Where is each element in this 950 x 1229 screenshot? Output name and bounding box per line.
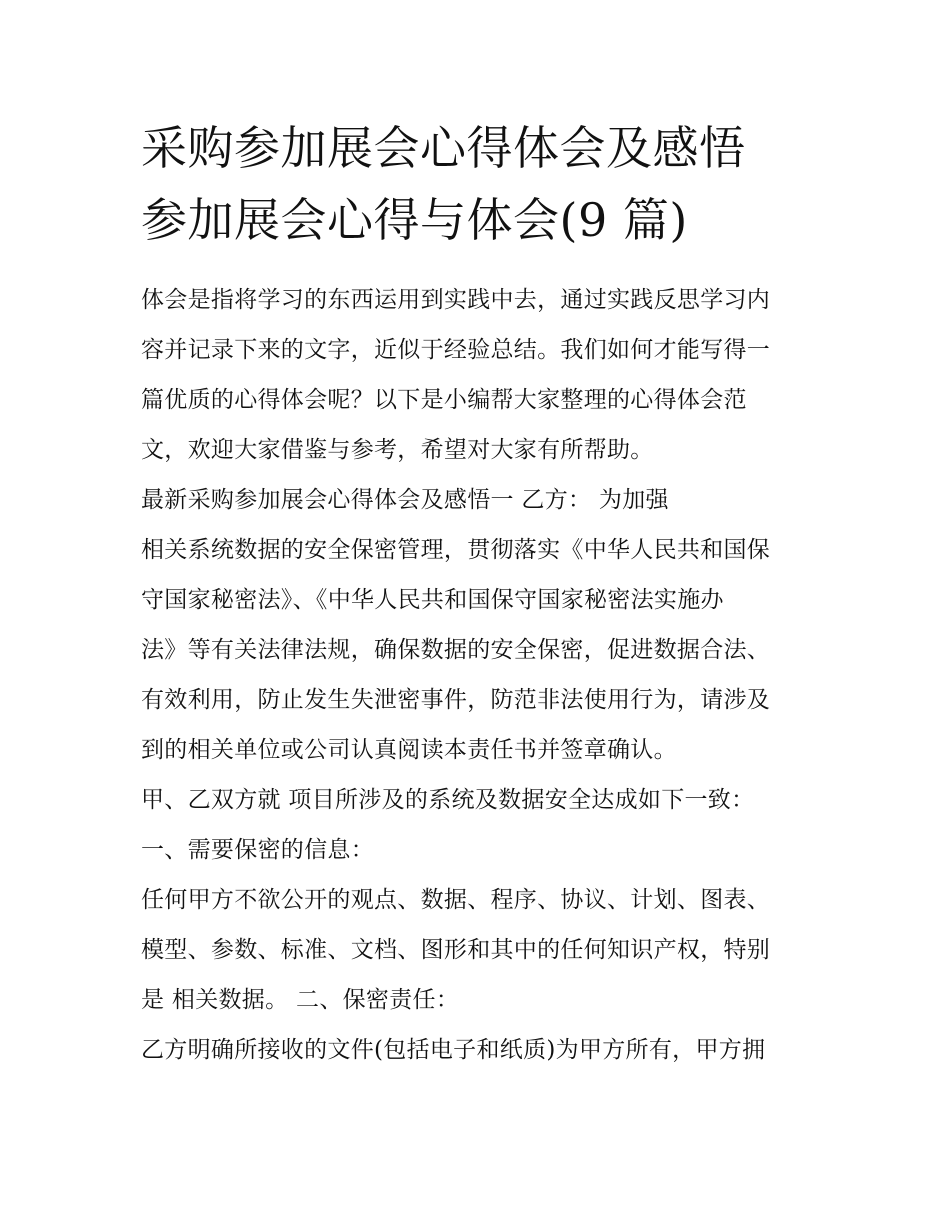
title-line: 参加展会心得与体会(9 篇) bbox=[141, 193, 688, 247]
text-line: 守国家秘密法》、《中华人民共和国保守国家秘密法实施办 bbox=[141, 587, 724, 613]
paragraph-intro bbox=[141, 275, 821, 475]
text-line: 甲、乙双方就 项目所涉及的系统及数据安全达成如下一致： bbox=[141, 787, 755, 813]
text-line: 模型、参数、标准、文档、图形和其中的任何知识产权，特别 bbox=[141, 937, 771, 963]
text-line: 最新采购参加展会心得体会及感悟一 乙方： 为加强 bbox=[141, 487, 669, 513]
paragraph-purpose bbox=[141, 525, 821, 775]
text-line: 一、需要保密的信息： bbox=[141, 837, 374, 863]
text-line: 法》等有关法律法规，确保数据的安全保密，促进数据合法、 bbox=[141, 637, 771, 663]
text-line: 任何甲方不欲公开的观点、数据、程序、协议、计划、图表、 bbox=[141, 887, 771, 913]
text-line: 容并记录下来的文字，近似于经验总结。我们如何才能写得一 bbox=[141, 337, 771, 363]
text-line: 文，欢迎大家借鉴与参考，希望对大家有所帮助。 bbox=[141, 437, 654, 463]
text-line: 乙方明确所接收的文件(包括电子和纸质)为甲方所有，甲方拥 bbox=[141, 1037, 766, 1063]
text-line: 有效利用，防止发生失泄密事件，防范非法使用行为，请涉及 bbox=[141, 687, 771, 713]
paragraph-heading-one bbox=[141, 475, 821, 525]
text-line: 篇优质的心得体会呢？以下是小编帮大家整理的心得体会范 bbox=[141, 387, 747, 413]
document-body bbox=[141, 275, 821, 1075]
document-title bbox=[141, 112, 841, 256]
title-line: 采购参加展会心得体会及感悟 bbox=[141, 121, 746, 175]
text-line: 到的相关单位或公司认真阅读本责任书并签章确认。 bbox=[141, 737, 677, 763]
paragraph-agreement bbox=[141, 775, 821, 825]
text-line: 是 相关数据。 二、保密责任： bbox=[141, 987, 460, 1013]
paragraph-confidential-info bbox=[141, 875, 821, 1025]
paragraph-ownership bbox=[141, 1025, 821, 1075]
text-line: 体会是指将学习的东西运用到实践中去，通过实践反思学习内 bbox=[141, 287, 771, 313]
paragraph-section-one bbox=[141, 825, 821, 875]
text-line: 相关系统数据的安全保密管理，贯彻落实《中华人民共和国保 bbox=[141, 537, 771, 563]
